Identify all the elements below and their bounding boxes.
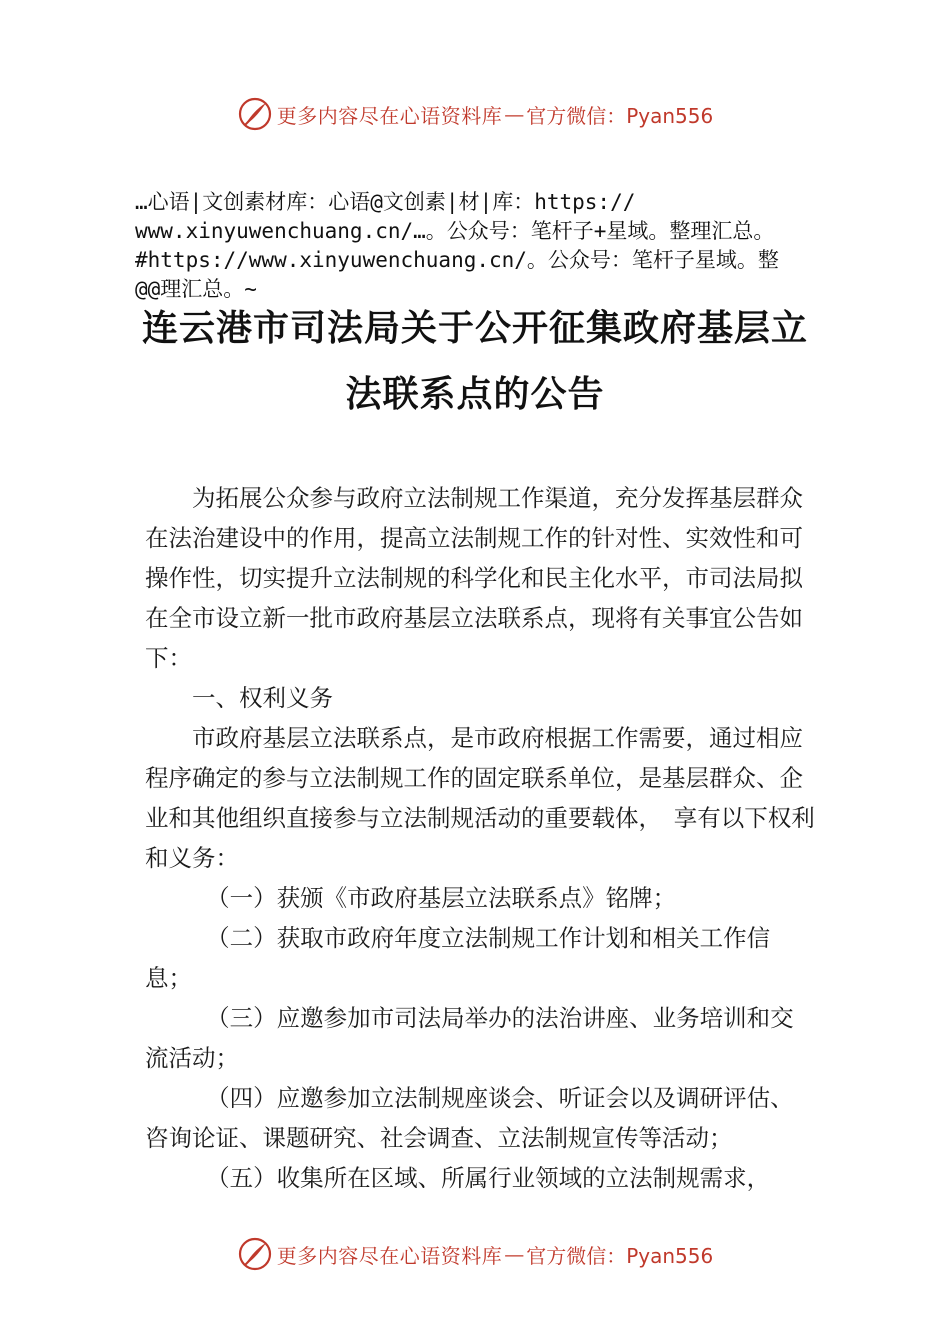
header-note-line-1: …心语|文创素材库：心语@文创素|材|库：https:// [135,190,636,214]
document-title-line-2: 法联系点的公告 [345,373,605,415]
watermark-contact-text: 官方微信：Pyan556 [526,103,714,128]
intro-paragraph: 为拓展公众参与政府立法制规工作渠道，充分发挥基层群众在法治建设中的作用，提高立法制规工作的针对性、实效性和可操作性，切实提升立法制规的科学化和民主化水平，市司法局拟在全市设立新一批市政府基层立法联系点，现将有关事宜公告如下： [145,484,803,672]
bottom-watermark-banner [0,1232,950,1276]
watermark-contact-text: 官方微信：Pyan556 [526,1243,714,1268]
list-item: （五）收集所在区域、所属行业领域的立法制规需求， [206,1164,771,1192]
watermark-dash: — [504,102,525,126]
list-item: （二）获取市政府年度立法制规工作计划和相关工作信息； [145,924,771,992]
section-1-heading: 一、权利义务 [192,684,333,712]
document-body [145,478,817,1198]
watermark-brand-text: 更多内容尽在心语资料库 [276,1243,503,1268]
watermark-brand-text: 更多内容尽在心语资料库 [276,103,503,128]
section-1-paragraph: 市政府基层立法联系点，是市政府根据工作需要，通过相应程序确定的参与立法制规工作的固定联系单位，是基层群众、企业和其他组织直接参与立法制规活动的重要载体， 享有以下权利和义务： [145,724,815,872]
list-item: （三）应邀参加市司法局举办的法治讲座、业务培训和交流活动； [145,1004,794,1072]
document-title-line-1: 连云港市司法局关于公开征集政府基层立 [141,307,808,349]
watermark-dash: — [504,1242,525,1266]
header-note-line-4: @@理汇总。~ [135,277,257,301]
header-note-line-2: www.xinyuwenchuang.cn/…。公众号：笔杆子+星域。整理汇总。 [135,219,775,243]
list-item: （四）应邀参加立法制规座谈会、听证会以及调研评估、咨询论证、课题研究、社会调查、立法制规宣传等活动； [145,1084,794,1152]
feather-pen-logo-icon [237,96,273,132]
top-watermark-banner [0,92,950,136]
header-note [135,188,855,304]
list-item: （一）获颁《市政府基层立法联系点》铭牌； [206,884,677,912]
header-note-line-3: #https://www.xinyuwenchuang.cn/。公众号：笔杆子星域。整 [135,248,779,272]
feather-pen-logo-icon [237,1236,273,1272]
